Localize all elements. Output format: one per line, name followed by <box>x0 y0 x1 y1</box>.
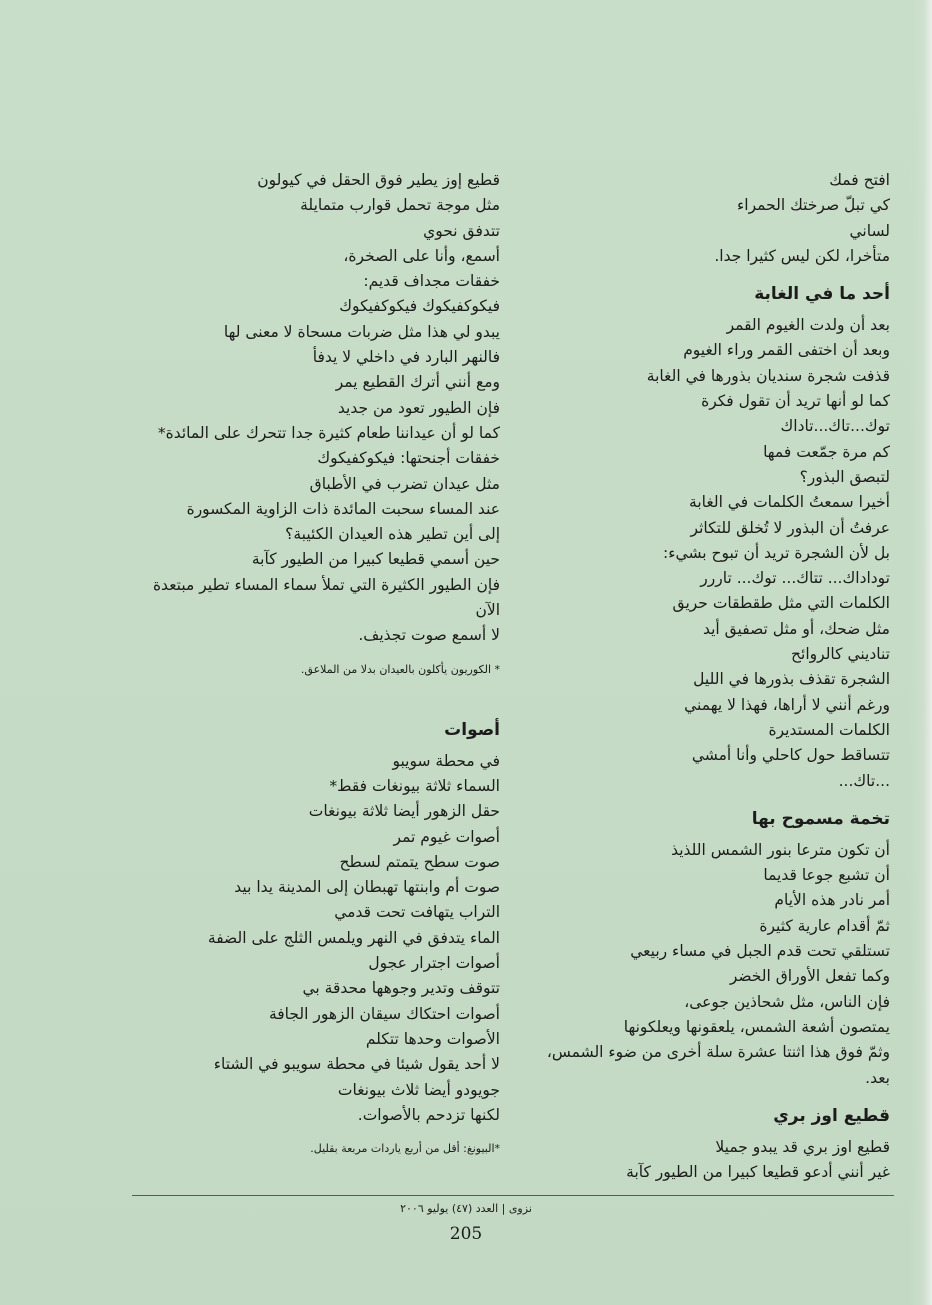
poem-line: لساني <box>849 221 890 240</box>
poem-line: أصوات احتكاك سيقان الزهور الجافة <box>268 1004 500 1023</box>
poem-line: كي تبلّ صرختك الحمراء <box>737 196 890 215</box>
poem-line: السماء ثلاثة بيونغات فقط* <box>329 776 500 795</box>
poem-line: عند المساء سحبت المائدة ذات الزاوية المكسورة <box>186 499 500 518</box>
right-column <box>510 168 890 1185</box>
poem-line: قذفت شجرة سنديان بذورها في الغابة <box>646 366 890 385</box>
poem-line: جويودو أيضا ثلاث بيونغات <box>337 1080 500 1099</box>
poem-line: فيكوكفيكوك فيكوكفيكوك <box>339 297 500 316</box>
intro-stanza <box>510 168 890 269</box>
poem-line: التراب يتهافت تحت قدمي <box>334 903 500 922</box>
poem-line: قطيع إوز يطير فوق الحقل في كيولون <box>257 171 500 189</box>
poem-body <box>510 838 890 1091</box>
poem-title: قطيع اوز بري <box>773 1105 890 1126</box>
poem-line: الشجرة تقذف بذورها في الليل <box>693 670 890 689</box>
poem-title: أحد ما في الغابة <box>754 284 890 305</box>
poem-body <box>120 168 500 649</box>
poem-line: وثمّ فوق هذا اثنتا عشرة سلة أخرى من ضوء الشمس، <box>546 1043 890 1062</box>
poem-line: ورغم أنني لا أراها، فهذا لا يهمني <box>684 695 890 714</box>
poem-line: تتوقف وتدير وجوهها محدقة بي <box>302 979 500 998</box>
page-edge <box>910 0 932 1305</box>
poem-line: مثل ضحك، أو مثل تصفيق أيد <box>702 619 890 638</box>
poem-line: لا أسمع صوت تجذيف. <box>358 626 500 645</box>
poem-line: الأصوات وحدها تتكلم <box>365 1029 500 1048</box>
poem-line: بعد أن ولدت الغيوم القمر <box>726 316 890 335</box>
poem-line: أن تشبع جوعا قديما <box>763 866 890 885</box>
poem-line: الكلمات المستديرة <box>768 720 890 739</box>
poem-line: غير أنني أدعو قطيعا كبيرا من الطيور كآبة <box>626 1163 890 1182</box>
poem-line: لتبصق البذور؟ <box>799 467 890 486</box>
poem-line: كما لو أنها تريد أن تقول فكرة <box>701 392 890 411</box>
poem-line: بعد. <box>865 1068 890 1087</box>
poem-line: افتح فمك <box>829 171 890 189</box>
poem-line: فإن الطيور الكثيرة التي تملأ سماء المساء تطير مبتعدة <box>152 575 500 594</box>
poem-body <box>510 313 890 794</box>
poem-line: يبدو لي هذا مثل ضربات مسحاة لا معنى لها <box>223 322 500 341</box>
poem-line: في محطة سويبو <box>392 751 500 770</box>
poem-line: كم مرة جمّعت فمها <box>763 442 890 461</box>
poem-line: ثمّ أقدام عارية كثيرة <box>759 916 890 935</box>
poem-line: مثل عيدان تضرب في الأطباق <box>309 474 500 493</box>
poem-line: ...تاك... <box>838 771 890 790</box>
poem-body <box>120 749 500 1128</box>
poem-line: الكلمات التي مثل طقطقات حريق <box>672 594 890 613</box>
poem-line: وكما تفعل الأوراق الخضر <box>729 967 890 986</box>
poem-line: صوت سطح يتمتم لسطح <box>339 852 500 871</box>
poem-line: توك...تاك...تاداك <box>780 417 890 436</box>
poem-line: وبعد أن اختفى القمر وراء الغيوم <box>683 341 890 360</box>
poem-line: لا أحد يقول شيئا في محطة سويبو في الشتاء <box>213 1055 500 1074</box>
poem-line: فالنهر البارد في داخلي لا يدفأ <box>312 348 500 367</box>
spacer <box>120 679 500 705</box>
poem-line: أصوات اجترار عجول <box>368 954 500 973</box>
poem-line: تناديني كالروائح <box>791 645 890 664</box>
poem-title: تخمة مسموح بها <box>751 808 890 829</box>
poem-line: بل لأن الشجرة تريد أن تبوح بشيء: <box>663 543 890 562</box>
poem-line: خفقات مجداف قديم: <box>363 272 500 291</box>
poem-line: الآن <box>475 601 500 620</box>
page-number: 205 <box>449 1224 483 1244</box>
poem-line: قطيع اوز بري قد يبدو جميلا <box>715 1137 890 1156</box>
poem-title: أصوات <box>444 719 500 740</box>
poem-line: عرفتُ أن البذور لا تُخلق للتكاثر <box>690 518 890 537</box>
poem-line: حقل الزهور أيضا ثلاثة بيونغات <box>308 802 500 821</box>
poem-line: كما لو أن عيداننا طعام كثيرة جدا تتحرك على المائدة* <box>157 423 500 442</box>
poem-line: إلى أين تطير هذه العيدان الكئيبة؟ <box>285 525 500 544</box>
left-column <box>120 168 500 1158</box>
poem-line: صوت أم وابنتها تهبطان إلى المدينة يدا بيد <box>234 878 500 897</box>
poem-line: متأخرا، لكن ليس كثيرا جدا. <box>714 246 890 265</box>
poem-line: تتدفق نحوي <box>423 221 500 240</box>
poem-line: الماء يتدفق في النهر ويلمس الثلج على الضفة <box>207 928 500 947</box>
poem-line: أسمع، وأنا على الصخرة، <box>343 246 500 265</box>
poem-line: فإن الناس، مثل شحاذين جوعى، <box>684 992 890 1011</box>
footnote: * الكوريون يأكلون بالعيدان بدلا من الملاعق. <box>300 662 500 676</box>
poem-line: أصوات غيوم تمر <box>393 827 500 846</box>
footer-divider <box>132 1195 894 1196</box>
poem-line: فإن الطيور تعود من جديد <box>337 398 500 417</box>
poem-line: لكنها تزدحم بالأصوات. <box>357 1105 500 1124</box>
poem-line: تستلقي تحت قدم الجبل في مساء ربيعي <box>630 942 890 961</box>
poem-line: أن تكون مترعا بنور الشمس اللذيذ <box>671 840 890 859</box>
running-footer: نزوى | العدد (٤٧) يوليو ٢٠٠٦ <box>400 1202 532 1215</box>
poem-body <box>510 1135 890 1186</box>
footnote: *البيونغ: أقل من أربع ياردات مربعة بقليل. <box>310 1142 500 1156</box>
poem-line: أمر نادر هذه الأيام <box>774 891 890 910</box>
poem-line: توداداك... تتاك... توك... تاررر <box>700 569 890 588</box>
poem-line: حين أسمي قطيعا كبيرا من الطيور كآبة <box>251 550 500 569</box>
poem-line: ومع أنني أترك القطيع يمر <box>335 373 500 392</box>
poem-line: أخيرا سمعتُ الكلمات في الغابة <box>689 493 890 512</box>
poem-line: مثل موجة تحمل قوارب متمايلة <box>300 196 500 215</box>
poem-line: يمتصون أشعة الشمس، يلعقونها ويعلكونها <box>623 1017 890 1036</box>
poem-line: تتساقط حول كاحلي وأنا أمشي <box>691 746 890 765</box>
poem-line: خفقات أجنحتها: فيكوكفيكوك <box>317 449 500 468</box>
